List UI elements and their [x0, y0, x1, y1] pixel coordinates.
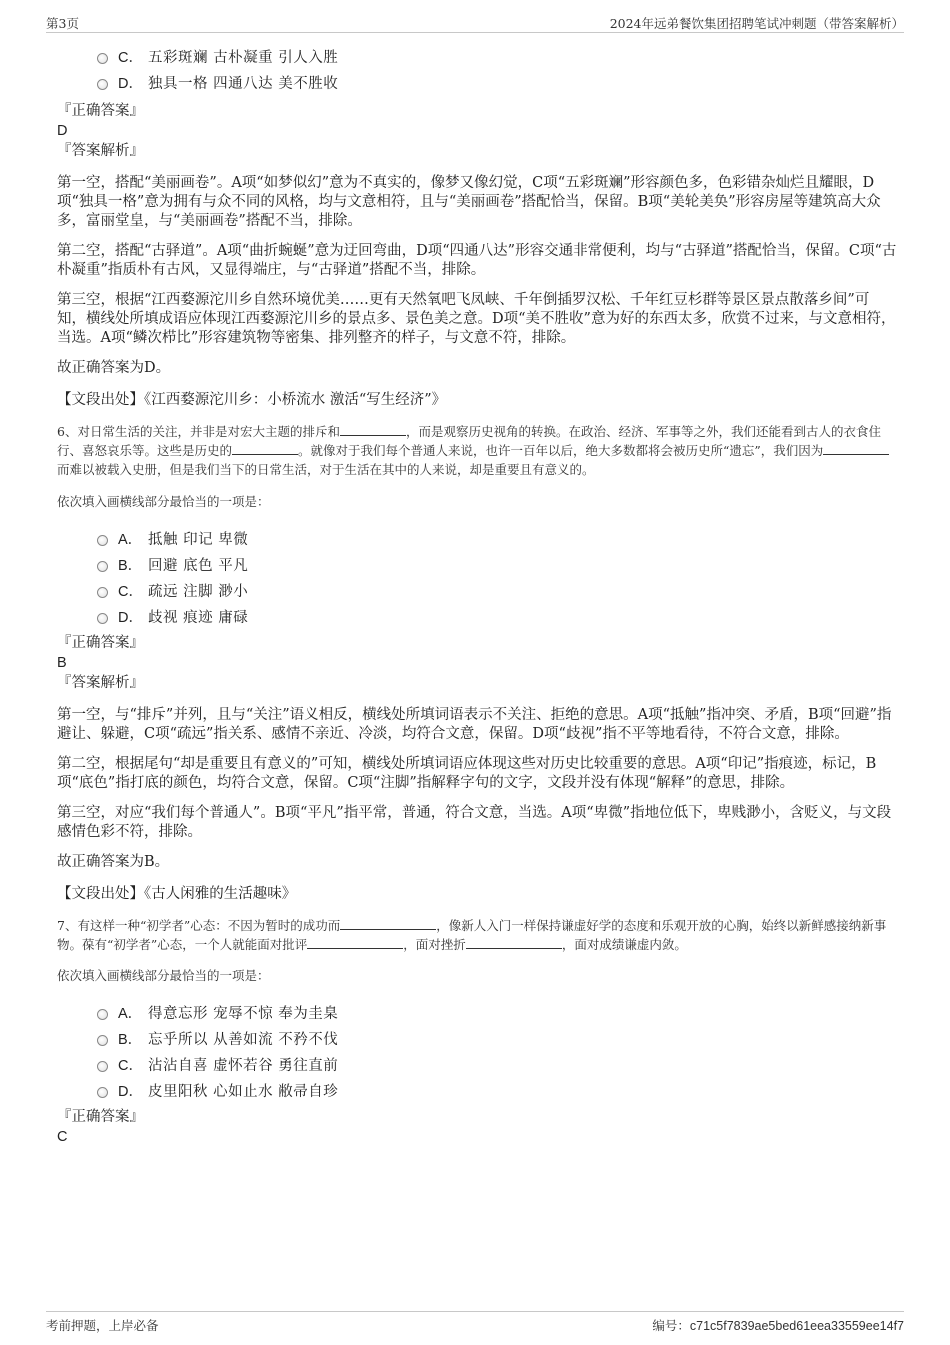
- option-letter: C．: [118, 1057, 143, 1074]
- option-c[interactable]: [57, 43, 897, 69]
- analysis-paragraph: 第二空，根据尾句“却是重要且有意义的”可知，横线处所填词语应体现这些对历史比较重要的意思。A项“印记”指痕迹，标记，B项“底色”指打底的颜色，均符合文意，保留。C项“注脚”指解释字句的文字，文段并没有体现“解释”的意思，排除。: [57, 756, 877, 791]
- option-text: 回避 底色 平凡: [148, 557, 249, 574]
- answer-label: 『正确答案』: [57, 103, 144, 119]
- fill-blank: [340, 917, 436, 930]
- correct-answer: D: [57, 123, 68, 139]
- correct-answer: B: [57, 655, 67, 671]
- option-text: 五彩斑斓 古朴凝重 引人入胜: [148, 49, 339, 66]
- analysis-paragraph: 第一空，搭配“美丽画卷”。A项“如梦似幻”意为不真实的，像梦又像幻觉，C项“五彩斑斓”形容颜色多，色彩错杂灿烂且耀眼，D项“独具一格”意为拥有与众不同的风格，均与文意相符，且与“美丽画卷”搭配恰当，保留。B项“美轮美奂”形容房屋等建筑高大众多，富丽堂皇，与“美丽画卷”搭配不当，排除。: [57, 175, 881, 229]
- analysis-paragraph: 第三空，对应“我们每个普通人”。B项“平凡”指平常，普通，符合文意，当选。A项“卑微”指地位低下，卑贱渺小，含贬义，与文段感情色彩不符，排除。: [57, 805, 892, 840]
- page-footer: [46, 1311, 904, 1336]
- option-c[interactable]: [57, 577, 897, 603]
- option-letter: B．: [118, 1031, 143, 1048]
- radio-icon[interactable]: [97, 613, 108, 624]
- option-c[interactable]: [57, 1051, 897, 1077]
- radio-icon[interactable]: [97, 1009, 108, 1020]
- answer-label: 『正确答案』: [57, 635, 144, 651]
- option-a[interactable]: [57, 525, 897, 551]
- option-letter: A．: [118, 531, 143, 548]
- fill-blank: [823, 442, 889, 455]
- question-instruction: 依次填入画横线部分最恰当的一项是：: [57, 494, 270, 509]
- correct-answer: C: [57, 1129, 68, 1145]
- question-stem: 7、有这样一种“初学者”心态：不因为暂时的成功而 ，像新人入门一样保持谦虚好学的态度和乐观开放的心胸，始终以新鲜感接纳新事物。葆有“初学者”心态，一个人就能面对批评 ，面对挫折 ，面对成绩谦虚内敛。: [57, 918, 887, 952]
- option-letter: D．: [118, 609, 143, 626]
- fill-blank: [232, 442, 298, 455]
- document-body: [57, 43, 897, 1147]
- option-text: 疏远 注脚 渺小: [148, 583, 249, 600]
- analysis-paragraph: 第三空，根据“江西婺源沱川乡自然环境优美……更有天然氧吧飞凤峡、千年倒插罗汉松、千年红豆杉群等景区景点散落乡间”可知，横线处所填成语应体现江西婺源沱川乡的景点多、景色美之意。D项“美不胜收”意为好的东西太多，欣赏不过来，与文意相符，当选。A项“鳞次栉比”形容建筑物等密集、排列整齐的样子，与文意不符，排除。: [57, 292, 896, 346]
- radio-icon[interactable]: [97, 79, 108, 90]
- analysis-paragraph: 第一空，与“排斥”并列，且与“关注”语义相反，横线处所填词语表示不关注、拒绝的意思。A项“抵触”指冲突、矛盾，B项“回避”指避让、躲避，C项“疏远”指关系、感情不亲近、冷淡，均符合文意，保留。D项“歧视”指不平等地看待，不符合文意，排除。: [57, 707, 892, 742]
- analysis-paragraph: 第二空，搭配“古驿道”。A项“曲折蜿蜒”意为迂回弯曲，D项“四通八达”形容交通非常便利，均与“古驿道”搭配恰当，保留。C项“古朴凝重”指质朴有古风，又显得端庄，与“古驿道”搭配不当，排除。: [57, 243, 897, 278]
- option-text: 皮里阳秋 心如止水 敝帚自珍: [148, 1083, 339, 1100]
- option-text: 忘乎所以 从善如流 不矜不伐: [148, 1031, 339, 1048]
- option-b[interactable]: [57, 551, 897, 577]
- option-a[interactable]: [57, 999, 897, 1025]
- fill-blank: [307, 936, 403, 949]
- fill-blank: [466, 936, 562, 949]
- option-letter: B．: [118, 557, 143, 574]
- footer-slogan: 考前押题，上岸必备: [46, 1318, 159, 1333]
- source-citation: 【文段出处】《古人闲雅的生活趣味》: [57, 886, 297, 902]
- question-instruction: 依次填入画横线部分最恰当的一项是：: [57, 968, 270, 983]
- option-letter: D．: [118, 75, 143, 92]
- page-number: 第3页: [46, 16, 79, 31]
- source-citation: 【文段出处】《江西婺源沱川乡：小桥流水 激活“写生经济”》: [57, 392, 447, 408]
- analysis-conclusion: 故正确答案为D。: [57, 360, 171, 376]
- radio-icon[interactable]: [97, 1035, 108, 1046]
- page-header: [46, 12, 904, 33]
- option-text: 歧视 痕迹 庸碌: [148, 609, 249, 626]
- analysis-label: 『答案解析』: [57, 675, 144, 691]
- option-text: 抵触 印记 卑微: [148, 531, 249, 548]
- answer-label: 『正确答案』: [57, 1109, 144, 1125]
- option-letter: C．: [118, 583, 143, 600]
- analysis-label: 『答案解析』: [57, 143, 144, 159]
- option-d[interactable]: [57, 1077, 897, 1103]
- question-stem: 6、对日常生活的关注，并非是对宏大主题的排斥和 ，而是观察历史视角的转换。在政治、经济、军事等之外，我们还能看到古人的衣食住行、喜怒哀乐等。这些是历史的 。就像对于我们每个普通人来说，也许一百年以后，绝大多数都将会被历史所“遗忘”，我们因为而难以被载入史册，但是我们当下的日常生活，对于生活在其中的人来说，却是重要且有意义的。: [57, 422, 897, 479]
- option-d[interactable]: [57, 69, 897, 95]
- radio-icon[interactable]: [97, 561, 108, 572]
- radio-icon[interactable]: [97, 1061, 108, 1072]
- document-title: 2024年远弟餐饮集团招聘笔试冲刺题（带答案解析）: [609, 16, 904, 31]
- analysis-conclusion: 故正确答案为B。: [57, 854, 170, 870]
- option-letter: C．: [118, 49, 143, 66]
- radio-icon[interactable]: [97, 53, 108, 64]
- option-text: 沾沾自喜 虚怀若谷 勇往直前: [148, 1057, 339, 1074]
- radio-icon[interactable]: [97, 1087, 108, 1098]
- option-b[interactable]: [57, 1025, 897, 1051]
- option-text: 独具一格 四通八达 美不胜收: [148, 75, 339, 92]
- option-letter: D．: [118, 1083, 143, 1100]
- option-text: 得意忘形 宠辱不惊 奉为圭臬: [148, 1005, 339, 1022]
- fill-blank: [340, 423, 406, 436]
- radio-icon[interactable]: [97, 587, 108, 598]
- option-d[interactable]: [57, 603, 897, 629]
- radio-icon[interactable]: [97, 535, 108, 546]
- option-letter: A．: [118, 1005, 143, 1022]
- document-code: 编号：c71c5f7839ae5bed61eea33559ee14f7: [652, 1318, 904, 1333]
